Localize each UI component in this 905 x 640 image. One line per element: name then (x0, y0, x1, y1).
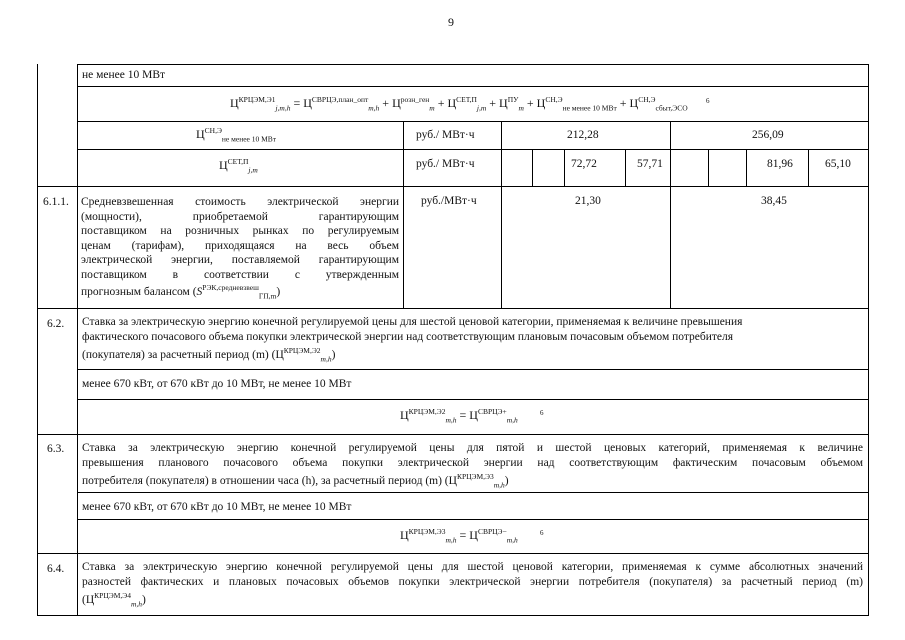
row-description: (покупателя) за расчетный период (m) $(Ц^{КРЦЭМ,Э2}_{m,h})$ (82, 346, 336, 364)
value-cell: 81,96 (767, 158, 793, 170)
footnote-mark: 6 (706, 97, 710, 105)
row-description: Средневзвешенная стоимость электрической энергии (мощности), приобретаемой гарантирующим поставщиком на розничных рынках по регулируемым ценам (тарифам), приходящаяся на весь объем электрической энергии, поставляемой гарантирующим поставщиком в соответствии с утвержденным прогнозным балансом $(S^{РЭК,средневзвеш}_{ГП,m})$ (81, 196, 399, 301)
row-description: фактического почасового объема покупки электрической энергии над соответствующим плановым почасовым объемом потребителя (82, 331, 734, 343)
row-description: превышения планового почасового объема покупки электрической энергии над соответствующим фактическим почасовым объемом (82, 457, 863, 469)
row-description: потребителя (покупателя) в отношении часа (h), за расчетный период (m) $(Ц^{КРЦЭМ,Э3}_{m,h})$ (82, 472, 509, 490)
value-cell: 72,72 (571, 158, 597, 170)
row-description: Ставка за электрическую энергию конечной регулируемой цены для шестой ценовой категории, применяемая к величине превышения (82, 316, 743, 328)
set-label: $Ц^{СЕТ,П}_{j,m}$ (219, 157, 258, 175)
row-number: 6.2. (47, 318, 65, 330)
row-number: 6.1.1. (43, 196, 69, 208)
row-description: разностей фактических и плановых почасовых объемов покупки электрической энергии потребителя (покупателя) за расчетный период (m) (82, 576, 863, 588)
category-label: менее 670 кВт, от 670 кВт до 10 МВт, не менее 10 МВт (82, 501, 352, 513)
formula: $Ц^{КРЦЭМ,Э3}_{m,h} = Ц^{СВРЦЭ-}_{m,h}$ (400, 527, 518, 545)
category-label: не менее 10 МВт (82, 69, 166, 81)
row-description: $(Ц^{КРЦЭМ,Э4}_{m,h})$ (82, 591, 146, 609)
value-cell: 57,71 (637, 158, 663, 170)
page-number: 9 (448, 15, 454, 29)
value-cell: 212,28 (567, 129, 599, 141)
unit-label: руб./МВт·ч (421, 195, 477, 207)
formula: $Ц^{КРЦЭМ,Э2}_{m,h} = Ц^{СВРЦЭ+}_{m,h}$ (400, 407, 518, 425)
row-number: 6.4. (47, 563, 65, 575)
row-number: 6.3. (47, 443, 65, 455)
value-cell: 21,30 (575, 195, 601, 207)
row-description: Ставка за электрическую энергию конечной регулируемой цены для шестой ценовой категории, применяемая к сумме абсолютных значений (82, 561, 863, 573)
main-formula: $Ц^{КРЦЭМ,Э1}_{j,m,h} = Ц^{СВРЦЭ,план\_опт}_{m,h} + Ц^{розн\_ген}_m + Ц^{СЕТ,П}_{j,m} + Ц^{ПУ}_m + Ц^{СН,Э}_{не менее 10 МВт} + Ц^{СН,Э}_{сбыт,ЭСО}$ (230, 95, 688, 113)
footnote-mark: 6 (540, 529, 544, 537)
value-cell: 65,10 (825, 158, 851, 170)
row-description: Ставка за электрическую энергию конечной регулируемой цены для пятой и шестой ценовых категорий, применяемая к величине (82, 442, 863, 454)
category-label: менее 670 кВт, от 670 кВт до 10 МВт, не менее 10 МВт (82, 378, 352, 390)
unit-label: руб./ МВт·ч (416, 158, 475, 170)
unit-label: руб./ МВт·ч (416, 129, 475, 141)
footnote-mark: 6 (540, 409, 544, 417)
value-cell: 256,09 (752, 129, 784, 141)
value-cell: 38,45 (761, 195, 787, 207)
sn-label: $Ц^{СН,Э}_{не менее 10 МВт}$ (196, 126, 277, 144)
